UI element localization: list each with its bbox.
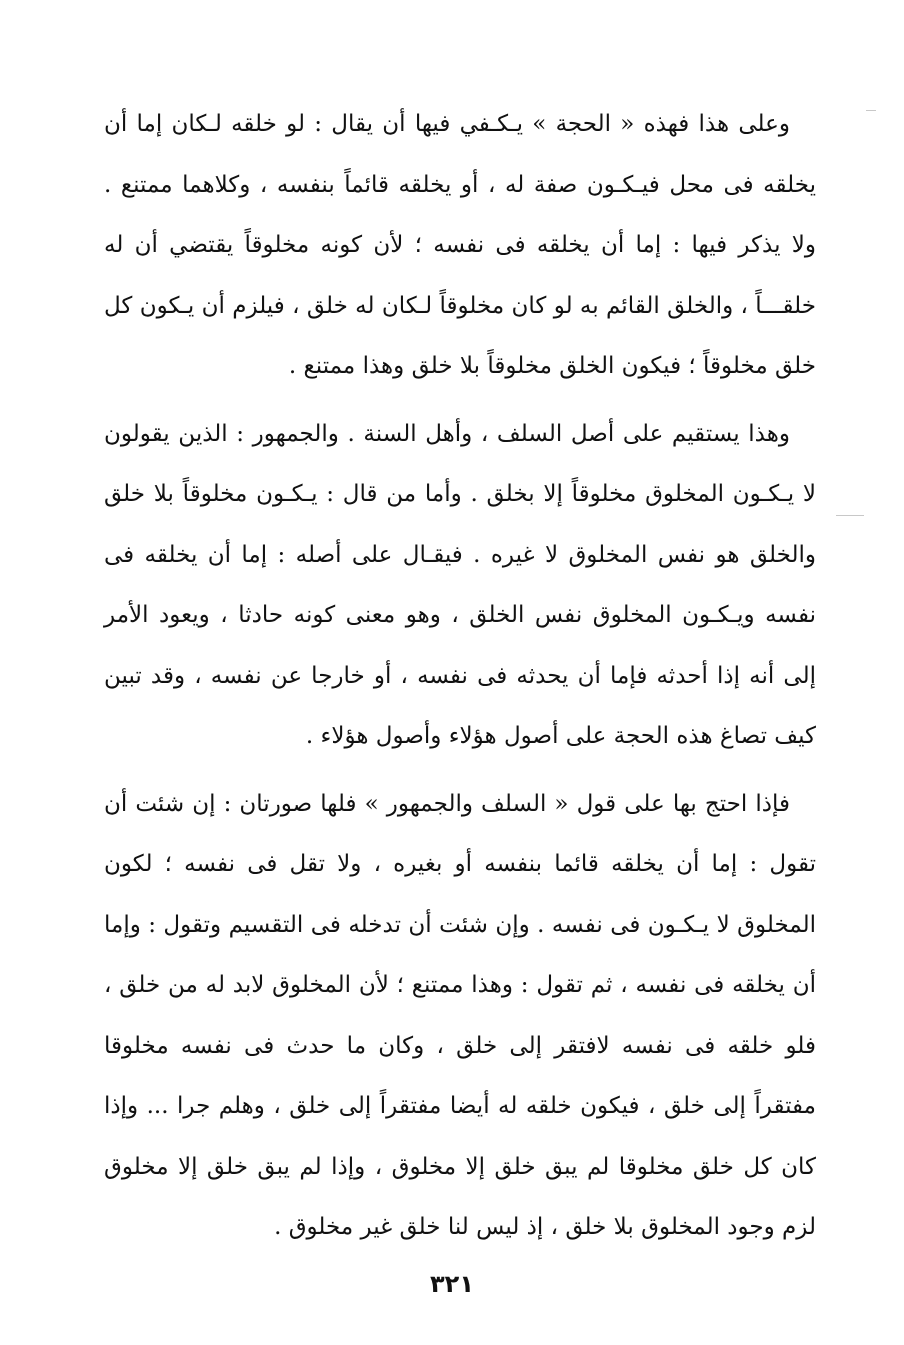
- paragraph: وهذا يستقيم على أصل السلف ، وأهل السنة . والجمهور : الذين يقولون لا يـكـون المخلوق مخلوقاً إلا بخلق . وأما من قال : يـكـون مخلوقاً بلا خلق والخلق هو نفس المخلوق لا غيره . فيقـال على أصله : إما أن يخلقه فى نفسه ويـكـون المخلوق نفس الخلق ، وهو معنى كونه حادثا ، ويعود الأمر إلى أنه إذا أحدثه فإما أن يحدثه فى نفسه ، أو خارجا عن نفسه ، وقد تبين كيف تصاغ هذه الحجة على أصول هؤلاء وأصول هؤلاء .: [104, 420, 816, 749]
- paragraph: وعلى هذا فهذه « الحجة » يـكـفي فيها أن يقال : لو خلقه لـكان إما أن يخلقه فى محل فيـكـون صفة له ، أو يخلقه قائماً بنفسه ، وكلاهما ممتنع . ولا يذكر فيها : إما أن يخلقه فى نفسه ؛ لأن كونه مخلوقاً يقتضي أن له خلقـــاً ، والخلق القائم به لو كان مخلوقاً لـكان له خلق ، فيلزم أن يـكون كل خلق مخلوقاً ؛ فيكون الخلق مخلوقاً بلا خلق وهذا ممتنع .: [104, 111, 816, 379]
- body-text: [104, 94, 816, 1258]
- paragraph: فإذا احتج بها على قول « السلف والجمهور » فلها صورتان : إن شئت أن تقول : إما أن يخلقه قائما بنفسه أو بغيره ، ولا تقل فى نفسه ؛ لكون المخلوق لا يـكـون فى نفسه . وإن شئت أن تدخله فى التقسيم وتقول : وإما أن يخلقه فى نفسه ، ثم تقول : وهذا ممتنع ؛ لأن المخلوق لابد له من خلق ، فلو خلقه فى نفسه لافتقر إلى خلق ، وكان ما حدث فى نفسه مخلوقا مفتقراً إلى خلق ، فيكون خلقه له أيضا مفتقراً إلى خلق ، وهلم جرا ... وإذا كان كل خلق مخلوقا لم يبق خلق إلا مخلوق ، وإذا لم يبق خلق إلا مخلوق لزم وجود المخلوق بلا خلق ، إذ ليس لنا خلق غير مخلوق .: [104, 790, 816, 1240]
- margin-mark: [836, 515, 864, 516]
- margin-mark: [866, 110, 876, 111]
- page-number: ٣٢١: [430, 1270, 474, 1298]
